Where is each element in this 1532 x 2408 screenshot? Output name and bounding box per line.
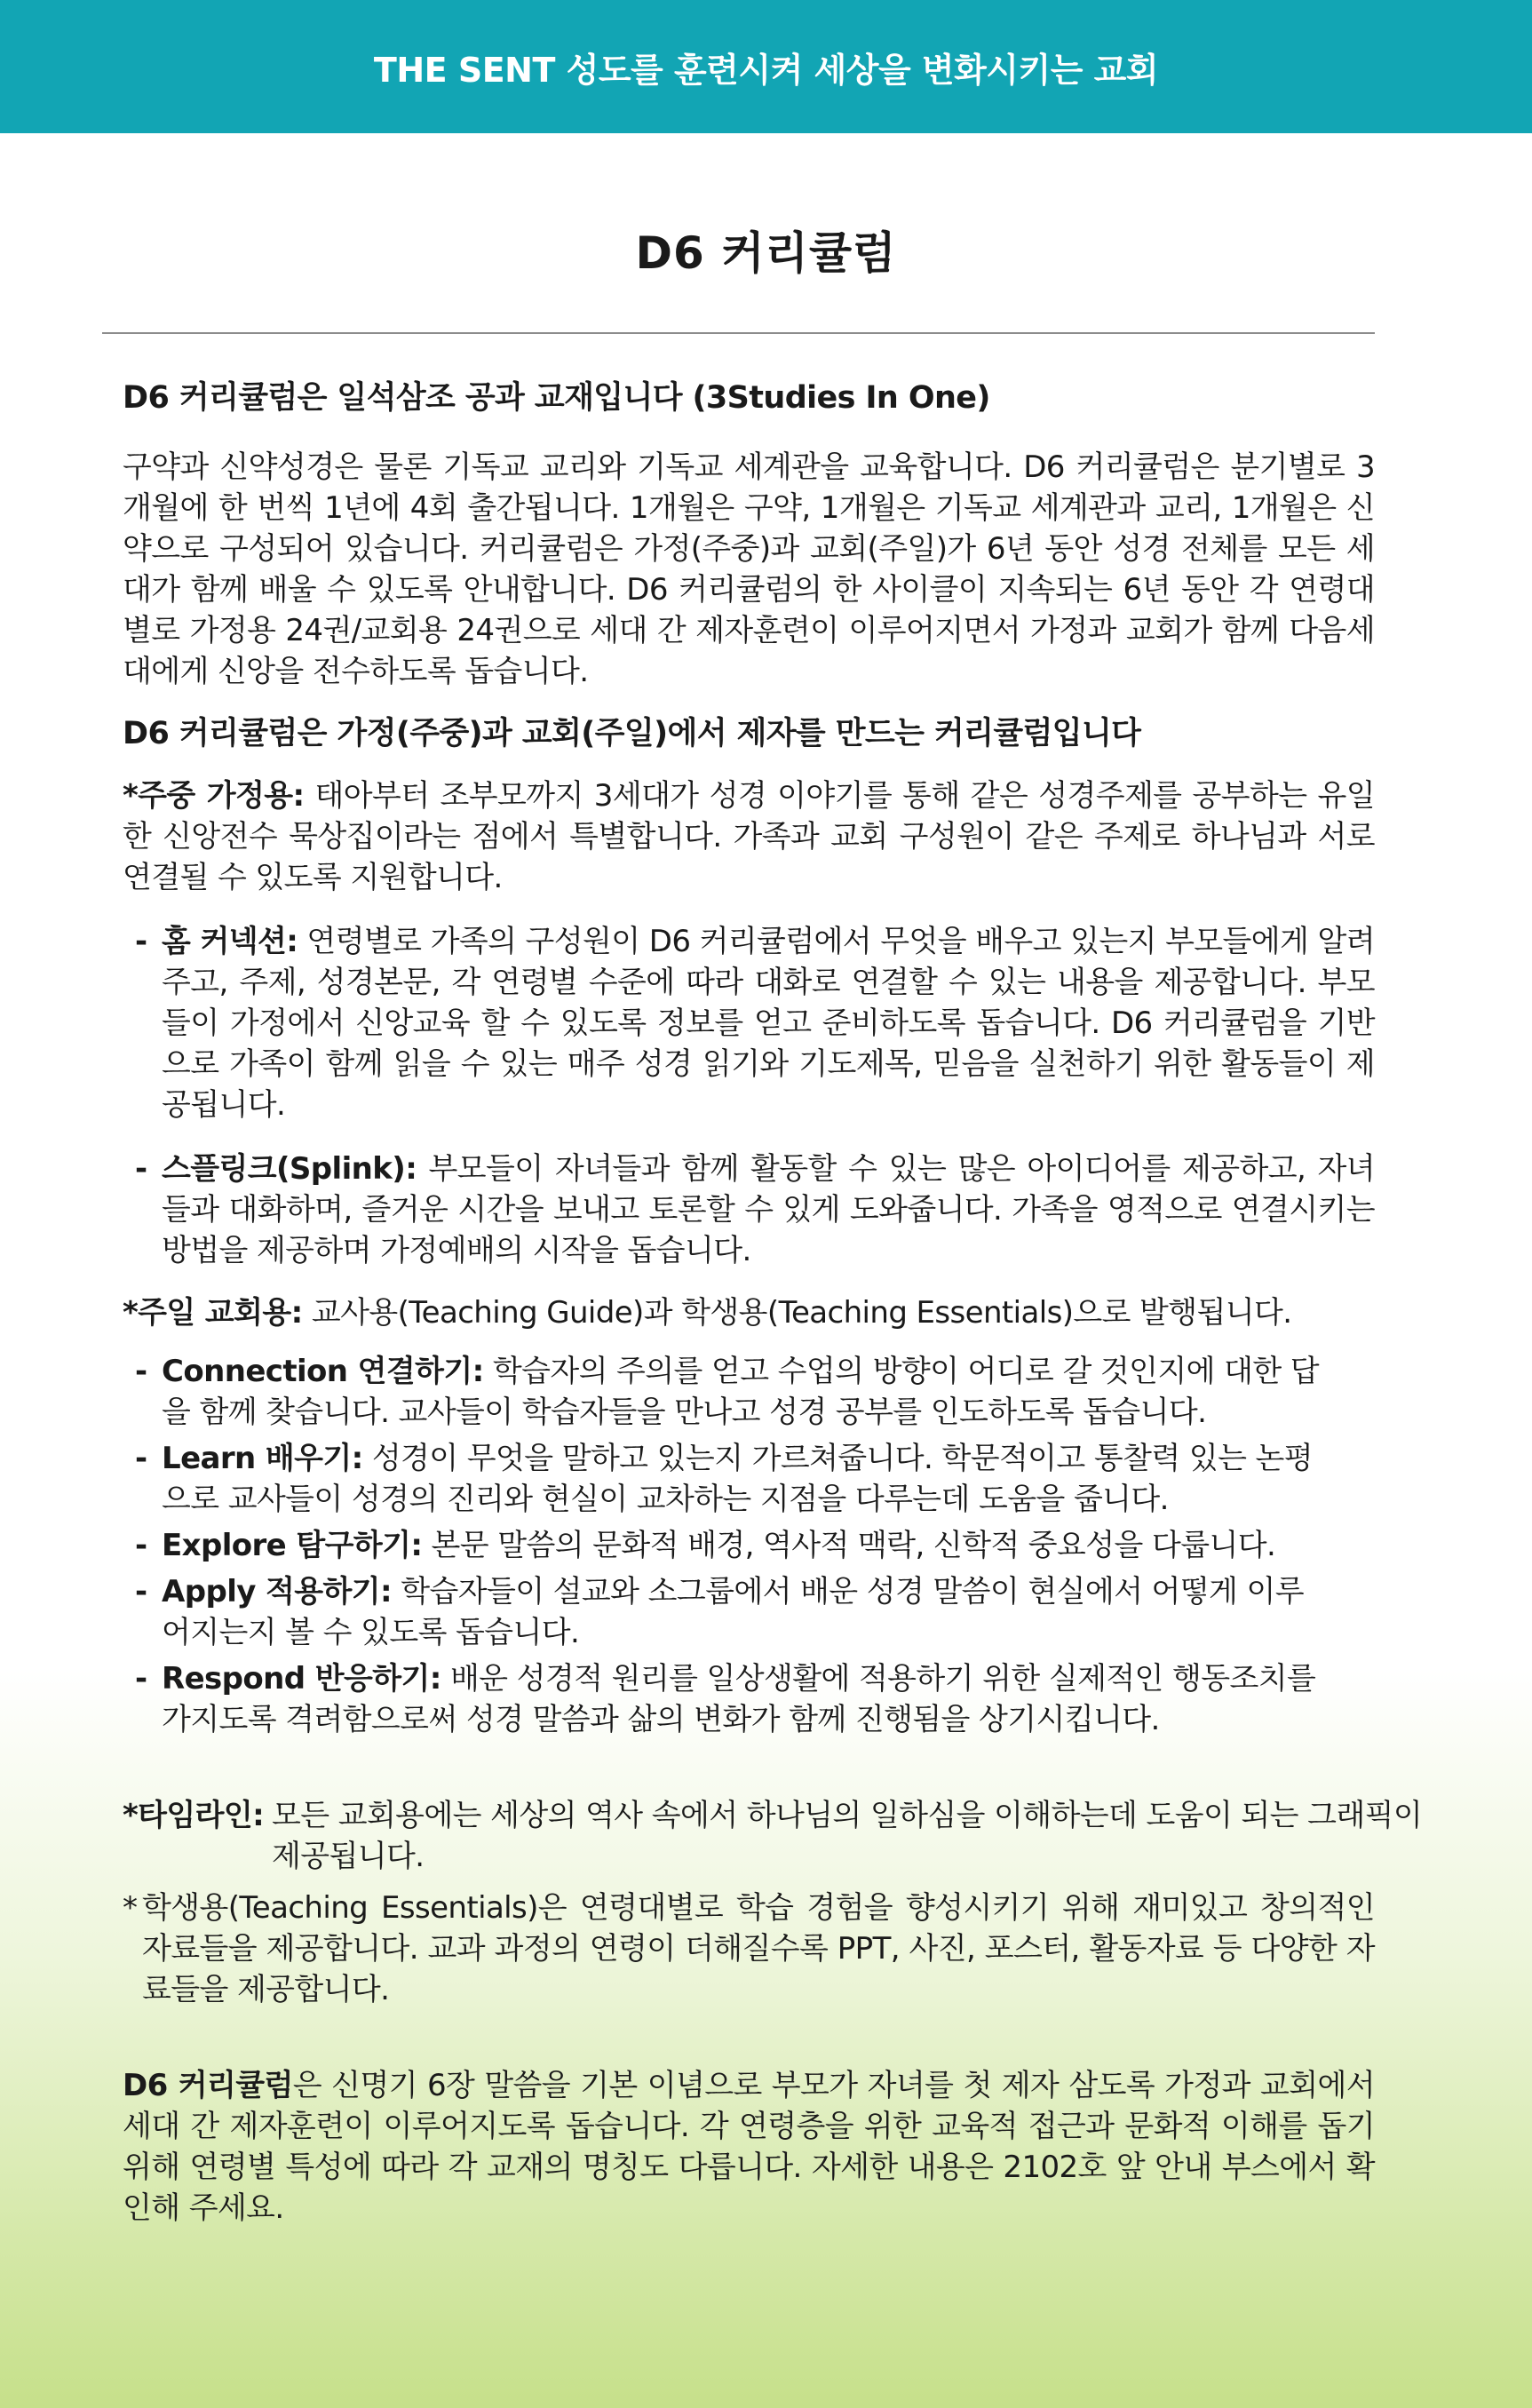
dash-mark: -: [135, 1574, 147, 1609]
note-star: *: [123, 1890, 138, 1926]
dash-mark: -: [135, 1661, 147, 1697]
item-text: 성경이 무엇을 말하고 있는지 가르쳐줍니다. 학문적이고 통찰력 있는 논평으로 교사들이 성경의 진리와 현실이 교차하는 지점을 다루는데 도움을 줍니다.: [162, 1441, 1314, 1517]
item-text: 부모들이 자녀들과 함께 활동할 수 있는 많은 아이디어를 제공하고, 자녀들과 대화하며, 즐거운 시간을 보내고 토론할 수 있게 도와줍니다. 가족을 영적으로 연결시키는 방법을 제공하며 가정예배의 시작을 돕습니다.: [162, 1151, 1375, 1268]
connection-item: [123, 1351, 1322, 1433]
banner-text: THE SENT 성도를 훈련시켜 세상을 변화시키는 교회: [373, 50, 1159, 90]
dash-mark: -: [135, 1354, 147, 1389]
closing-text: 은 신명기 6장 말씀을 기본 이념으로 부모가 자녀를 첫 제자 삼도록 가정과 교회에서 세대 간 제자훈련이 이루어지도록 돕습니다. 각 연령층을 위한 교육적 접근과 문화적 이해를 돕기 위해 연령별 특성에 따라 각 교재의 명칭도 다릅니다. 자세한 내용은 2102호 앞 안내 부스에서 확인해 주세요.: [123, 2068, 1375, 2226]
timeline-text: 모든 교회용에는 세상의 역사 속에서 하나님의 일하심을 이해하는데 도움이 되는 그래픽이 제공됩니다.: [272, 1798, 1423, 1874]
item-text: 연령별로 가족의 구성원이 D6 커리큘럼에서 무엇을 배우고 있는지 부모들에게 알려주고, 주제, 성경본문, 각 연령별 수준에 따라 대화로 연결할 수 있는 내용을 제공합니다. 부모들이 가정에서 신앙교육 할 수 있도록 정보를 얻고 준비하도록 돕습니다. D6 커리큘럼을 기반으로 가족이 함께 읽을 수 있는 매주 성경 읽기와 기도제목, 믿음을 실천하기 위한 활동들이 제공됩니다.: [162, 924, 1375, 1123]
item-text: 배운 성경적 원리를 일상생활에 적용하기 위한 실제적인 행동조치를 가지도록 격려함으로써 성경 말씀과 삶의 변화가 함께 진행됨을 상기시킵니다.: [162, 1661, 1316, 1737]
home-text: 태아부터 조부모까지 3세대가 성경 이야기를 통해 같은 성경주제를 공부하는 유일한 신앙전수 묵상집이라는 점에서 특별합니다. 가족과 교회 구성원이 같은 주제로 하나님과 서로 연결될 수 있도록 지원합니다.: [123, 778, 1375, 895]
church-item-list: [123, 1351, 1322, 1740]
document-body: [123, 369, 1423, 2229]
learn-item: [123, 1438, 1322, 1520]
closing-paragraph: [123, 2065, 1375, 2229]
item-label: 홈 커넥션:: [162, 924, 298, 959]
home-label: *주중 가정용:: [123, 778, 305, 814]
closing-label: D6 커리큘럼: [123, 2068, 293, 2103]
intro-heading: D6 커리큘럼은 일석삼조 공과 교재입니다 (3Studies In One): [123, 380, 990, 416]
disciple-heading: D6 커리큘럼은 가정(주중)과 교회(주일)에서 제자를 만드는 커리큘럼입니다: [123, 716, 1141, 751]
item-label: Apply 적용하기:: [162, 1574, 393, 1609]
home-connection-item: [123, 921, 1375, 1125]
respond-item: [123, 1658, 1322, 1740]
church-section: [123, 1292, 1375, 1333]
item-text: 학습자의 주의를 얻고 수업의 방향이 어디로 갈 것인지에 대한 답을 함께 찾습니다. 교사들이 학습자들을 만나고 성경 공부를 인도하도록 돕습니다.: [162, 1354, 1320, 1430]
timeline-note: [123, 1795, 1426, 1877]
title-divider: [102, 332, 1375, 334]
item-text: 학습자들이 설교와 소그룹에서 배운 성경 말씀이 현실에서 어떻게 이루어지는지 볼 수 있도록 돕습니다.: [162, 1574, 1304, 1650]
header-banner: [0, 0, 1532, 133]
splink-item: [123, 1148, 1375, 1271]
item-label: Connection 연결하기:: [162, 1354, 484, 1389]
item-label: Learn 배우기:: [162, 1441, 363, 1476]
apply-item: [123, 1571, 1322, 1653]
page-title: D6 커리큘럼: [635, 227, 897, 279]
explore-item: [123, 1525, 1322, 1566]
item-label: Respond 반응하기:: [162, 1661, 441, 1697]
dash-mark: -: [135, 1528, 147, 1563]
item-label: 스플링크(Splink):: [162, 1151, 417, 1187]
dash-mark: -: [135, 924, 147, 959]
home-section: [123, 775, 1375, 898]
item-text: 본문 말씀의 문화적 배경, 역사적 맥락, 신학적 중요성을 다룹니다.: [422, 1528, 1276, 1563]
student-note: [123, 1887, 1375, 2010]
church-label: *주일 교회용:: [123, 1295, 303, 1331]
item-label: Explore 탐구하기:: [162, 1528, 423, 1563]
dash-mark: -: [135, 1441, 147, 1476]
intro-paragraph: 구약과 신약성경은 물론 기독교 교리와 기독교 세계관을 교육합니다. D6 커리큘럼은 분기별로 3개월에 한 번씩 1년에 4회 출간됩니다. 1개월은 구약, 1개월은 기독교 세계관과 교리, 1개월은 신약으로 구성되어 있습니다. 커리큘럼은 가정(주중)과 교회(주일)가 6년 동안 성경 전체를 모든 세대가 함께 배울 수 있도록 안내합니다. D6 커리큘럼의 한 사이클이 지속되는 6년 동안 각 연령대별로 가정용 24권/교회용 24권으로 세대 간 제자훈련이 이루어지면서 가정과 교회가 함께 다음세대에게 신앙을 전수하도록 돕습니다.: [123, 449, 1375, 689]
student-note-text: 학생용(Teaching Essentials)은 연령대별로 학습 경험을 향성시키기 위해 재미있고 창의적인 자료들을 제공합니다. 교과 과정의 연령이 더해질수록 PPT, 사진, 포스터, 활동자료 등 다양한 자료들을 제공합니다.: [142, 1890, 1375, 2007]
church-text: 교사용(Teaching Guide)과 학생용(Teaching Essentials)으로 발행됩니다.: [302, 1295, 1292, 1331]
timeline-label: *타임라인:: [123, 1798, 265, 1833]
dash-mark: -: [135, 1151, 147, 1187]
